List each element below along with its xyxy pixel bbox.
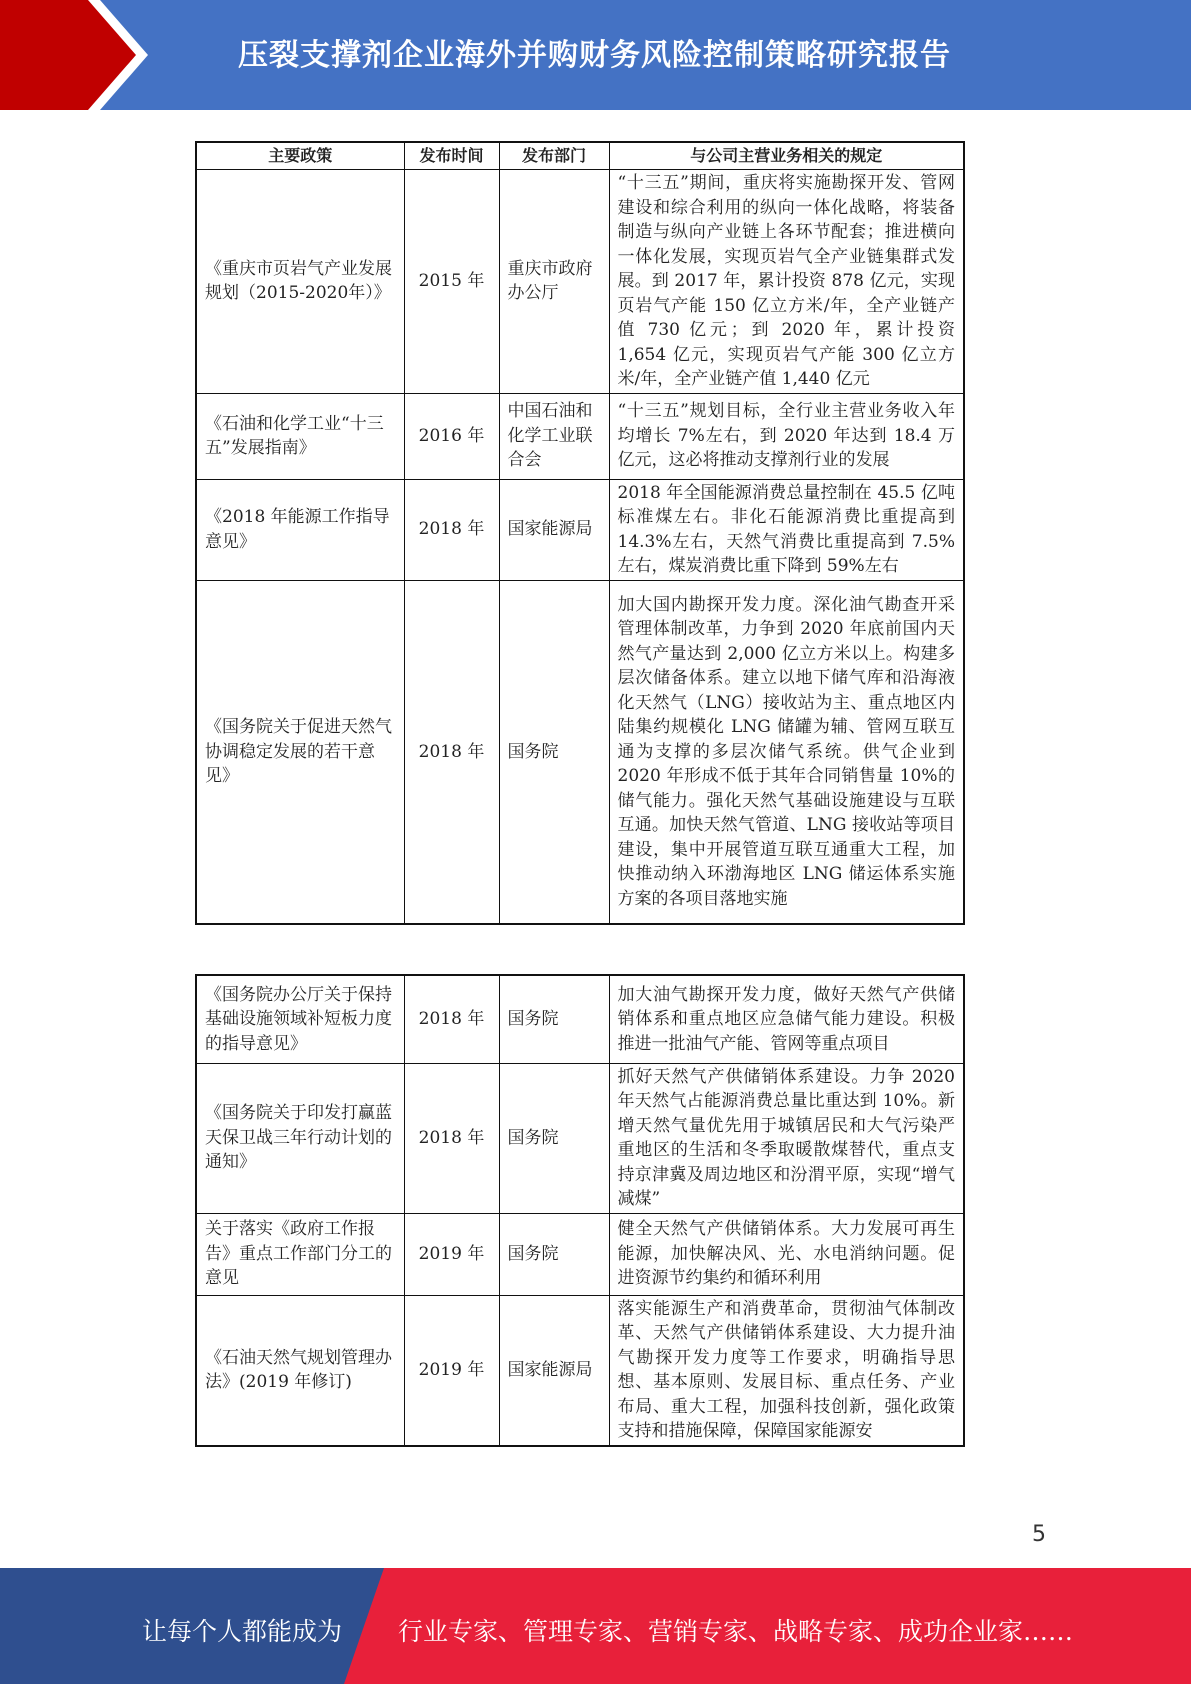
policy-table-part1: [195, 141, 965, 925]
header-banner: [0, 0, 1191, 110]
regulation-text: 健全天然气产供储销体系。大力发展可再生能源，加快解决风、光、水电消纳问题。促进资源节约集约和循环利用: [609, 1213, 964, 1295]
policy-name: 《国务院关于促进天然气协调稳定发展的若干意见》: [196, 580, 404, 924]
table-row: [196, 1063, 964, 1213]
footer-banner: [0, 1568, 1191, 1684]
table-row: [196, 393, 964, 479]
release-date: 2018 年: [404, 580, 499, 924]
policy-name: 关于落实《政府工作报告》重点工作部门分工的意见: [196, 1213, 404, 1295]
policy-name: 《国务院关于印发打赢蓝天保卫战三年行动计划的通知》: [196, 1063, 404, 1213]
release-dept: 国务院: [499, 1063, 609, 1213]
policy-table-part2: [195, 974, 965, 1447]
release-dept: 国家能源局: [499, 479, 609, 580]
regulation-text: “十三五”期间，重庆将实施勘探开发、管网建设和综合利用的纵向一体化战略，将装备制造与纵向产业链上各环节配套；推进横向一体化发展，实现页岩气全产业链集群式发展。到 2017 年，累计投资 878 亿元，实现页岩气产能 150 亿立方米/年，全产业链产值 730 亿元；到 2020 年，累计投资 1,654 亿元，实现页岩气产能 300 亿立方米/年，全产业链产值 1,440 亿元: [609, 170, 964, 394]
column-header-regulation: 与公司主营业务相关的规定: [609, 142, 964, 170]
release-date: 2016 年: [404, 393, 499, 479]
policy-name: 《国务院办公厅关于保持基础设施领域补短板力度的指导意见》: [196, 975, 404, 1063]
regulation-text: 抓好天然气产供储销体系建设。力争 2020 年天然气占能源消费总量比重达到 10%。新增天然气量优先用于城镇居民和大气污染严重地区的生活和冬季取暖散煤替代，重点支持京津冀及周边地区和汾渭平原，实现“增气减煤”: [609, 1063, 964, 1213]
release-dept: 重庆市政府办公厅: [499, 170, 609, 394]
release-dept: 国家能源局: [499, 1295, 609, 1446]
regulation-text: 加大油气勘探开发力度，做好天然气产供储销体系和重点地区应急储气能力建设。积极推进一批油气产能、管网等重点项目: [609, 975, 964, 1063]
column-header-dept: 发布部门: [499, 142, 609, 170]
column-header-date: 发布时间: [404, 142, 499, 170]
release-dept: 中国石油和化学工业联合会: [499, 393, 609, 479]
release-date: 2015 年: [404, 170, 499, 394]
table-row: [196, 975, 964, 1063]
regulation-text: 2018 年全国能源消费总量控制在 45.5 亿吨标准煤左右。非化石能源消费比重提高到 14.3%左右，天然气消费比重提高到 7.5%左右，煤炭消费比重下降到 59%左右: [609, 479, 964, 580]
regulation-text: “十三五”规划目标，全行业主营业务收入年均增长 7%左右，到 2020 年达到 18.4 万亿元，这必将推动支撑剂行业的发展: [609, 393, 964, 479]
table-row: [196, 1295, 964, 1446]
table-row: [196, 479, 964, 580]
chevron-arrow-icon: [0, 0, 160, 110]
table-row: [196, 170, 964, 394]
column-header-policy: 主要政策: [196, 142, 404, 170]
release-date: 2018 年: [404, 1063, 499, 1213]
table-row: [196, 1213, 964, 1295]
table-header-row: [196, 142, 964, 170]
policy-name: 《重庆市页岩气产业发展规划（2015-2020年）》: [196, 170, 404, 394]
regulation-text: 落实能源生产和消费革命，贯彻油气体制改革、天然气产供储销体系建设、大力提升油气勘探开发力度等工作要求，明确指导思想、基本原则、发展目标、重点任务、产业布局、重大工程，加强科技创新，强化政策支持和措施保障，保障国家能源安: [609, 1295, 964, 1446]
release-dept: 国务院: [499, 580, 609, 924]
release-date: 2018 年: [404, 479, 499, 580]
table-row: [196, 580, 964, 924]
policy-name: 《石油天然气规划管理办法》(2019 年修订): [196, 1295, 404, 1446]
footer-slogan-right: 行业专家、管理专家、营销专家、战略专家、成功企业家……: [398, 1617, 1074, 1646]
page-number: 5: [1032, 1522, 1046, 1547]
release-date: 2019 年: [404, 1295, 499, 1446]
regulation-text: 加大国内勘探开发力度。深化油气勘查开采管理体制改革，力争到 2020 年底前国内天然气产量达到 2,000 亿立方米以上。构建多层次储备体系。建立以地下储气库和沿海液化天然气（LNG）接收站为主、重点地区内陆集约规模化 LNG 储罐为辅、管网互联互通为支撑的多层次储气系统。供气企业到 2020 年形成不低于其年合同销售量 10%的储气能力。强化天然气基础设施建设与互联互通。加快天然气管道、LNG 接收站等项目建设，集中开展管道互联互通重大工程，加快推动纳入环渤海地区 LNG 储运体系实施方案的各项目落地实施: [609, 580, 964, 924]
policy-name: 《2018 年能源工作指导意见》: [196, 479, 404, 580]
release-date: 2018 年: [404, 975, 499, 1063]
release-dept: 国务院: [499, 1213, 609, 1295]
footer-slogan-left: 让每个人都能成为: [142, 1617, 343, 1646]
policy-name: 《石油和化学工业“十三五”发展指南》: [196, 393, 404, 479]
report-title: 压裂支撑剂企业海外并购财务风险控制策略研究报告: [238, 38, 951, 73]
release-dept: 国务院: [499, 975, 609, 1063]
release-date: 2019 年: [404, 1213, 499, 1295]
